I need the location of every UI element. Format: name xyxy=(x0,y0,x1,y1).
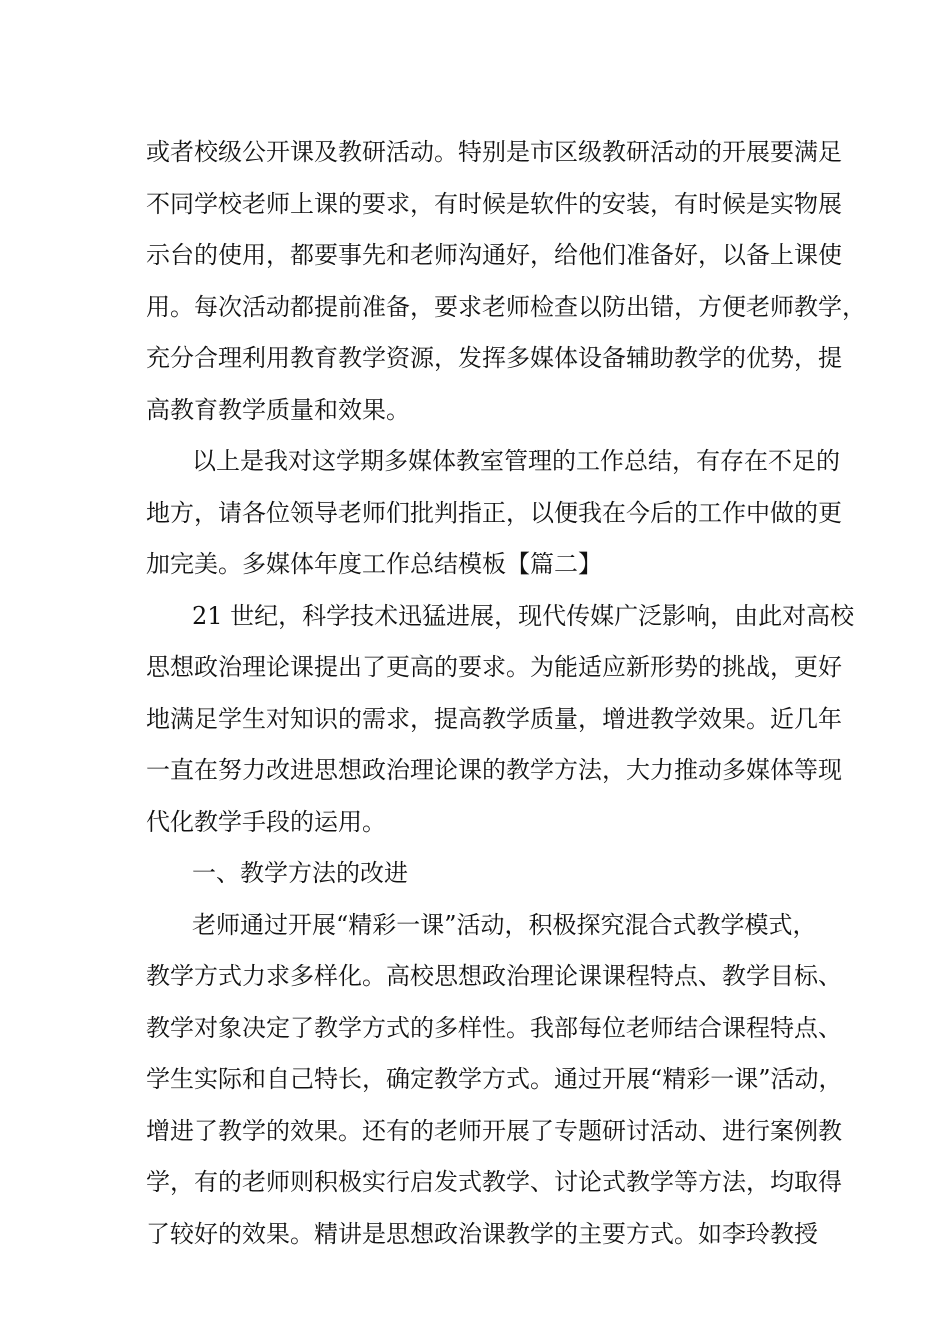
text-line: 充分合理利用教育教学资源，发挥多媒体设备辅助教学的优势，提 xyxy=(146,344,842,372)
text-line: 代化教学手段的运用。 xyxy=(146,807,386,836)
document-body xyxy=(146,127,866,1260)
text-line: 不同学校老师上课的要求，有时候是软件的安装，有时候是实物展 xyxy=(146,189,842,218)
text-line: 一直在努力改进思想政治理论课的教学方法，大力推动多媒体等现 xyxy=(146,756,842,784)
text-line: 学，有的老师则积极实行启发式教学、讨论式教学等方法，均取得 xyxy=(146,1168,842,1196)
paragraph-first-line: 以上是我对这学期多媒体教室管理的工作总结，有存在不足的 xyxy=(192,447,840,475)
text-line: 加完美。多媒体年度工作总结模板【篇二】 xyxy=(146,550,602,578)
text-line: 学生实际和自己特长，确定教学方式。通过开展“精彩一课”活动， xyxy=(146,1065,843,1093)
text-line: 教学方式力求多样化。高校思想政治理论课课程特点、教学目标、 xyxy=(146,962,842,990)
section-heading: 一、教学方法的改进 xyxy=(192,859,408,887)
text-line: 或者校级公开课及教研活动。特别是市区级教研活动的开展要满足 xyxy=(146,138,842,166)
text-line: 用。每次活动都提前准备，要求老师检查以防出错，方便老师教学， xyxy=(146,292,866,321)
text-line: 示台的使用，都要事先和老师沟通好，给他们准备好，以备上课使 xyxy=(146,241,842,269)
text-line: 思想政治理论课提出了更高的要求。为能适应新形势的挑战，更好 xyxy=(146,653,842,681)
text-line: 了较好的效果。精讲是思想政治课教学的主要方式。如李玲教授 xyxy=(146,1219,818,1248)
paragraph-first-line: 老师通过开展“精彩一课”活动，积极探究混合式教学模式， xyxy=(192,910,817,939)
text-line: 高教育教学质量和效果。 xyxy=(146,395,410,424)
paragraph-first-line: 21 世纪，科学技术迅猛进展，现代传媒广泛影响，由此对高校 xyxy=(192,601,855,630)
text-line: 地方，请各位领导老师们批判指正，以便我在今后的工作中做的更 xyxy=(146,498,842,527)
text-line: 增进了教学的效果。还有的老师开展了专题研讨活动、进行案例教 xyxy=(146,1116,842,1145)
text-line: 教学对象决定了教学方式的多样性。我部每位老师结合课程特点、 xyxy=(146,1013,842,1042)
text-line: 地满足学生对知识的需求，提高教学质量，增进教学效果。近几年 xyxy=(146,704,842,733)
